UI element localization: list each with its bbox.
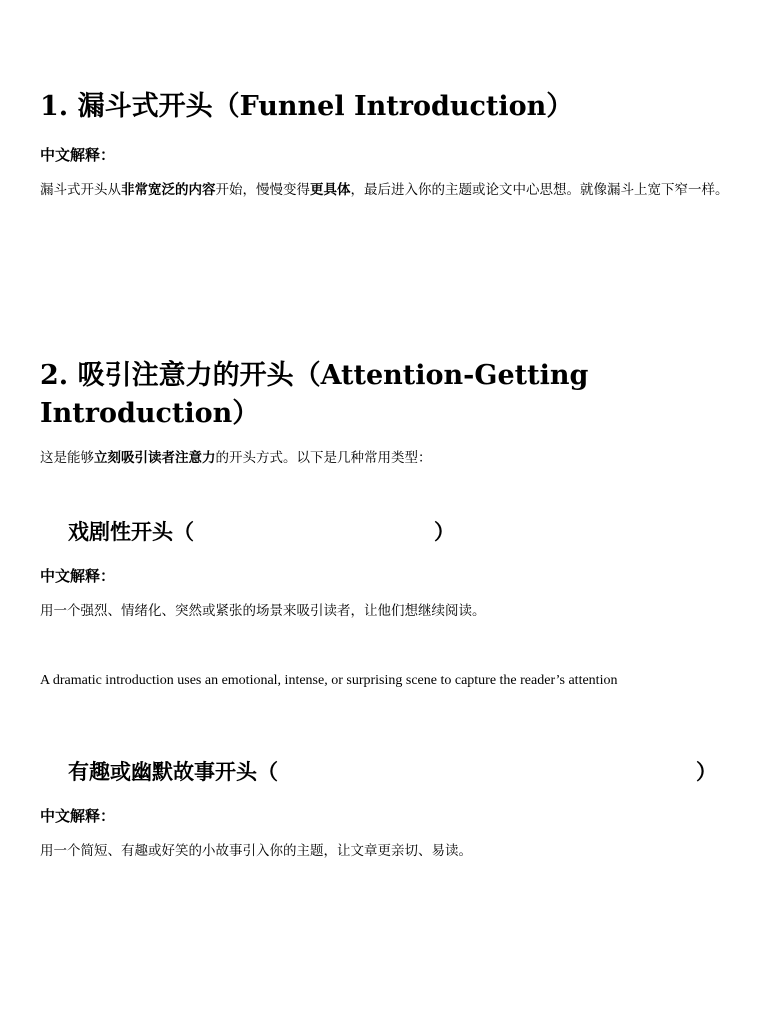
section1-label: 中文解释： — [40, 146, 116, 164]
section2-heading-line1: 2. 吸引注意力的开头（Attention-Getting — [40, 360, 589, 391]
humor-heading-open: 有趣或幽默故事开头（ — [68, 759, 278, 784]
humor-label: 中文解释： — [40, 807, 116, 825]
dramatic-heading-close: ） — [434, 519, 455, 544]
section2-heading — [40, 357, 730, 433]
section1-heading: 1. 漏斗式开头（Funnel Introduction） — [40, 91, 574, 122]
section1-text-b: 非常宽泛的内容 — [121, 182, 216, 198]
section1-paragraph — [40, 180, 730, 201]
section2-intro-a: 这是能够 — [40, 450, 94, 466]
humor-heading-close: ） — [696, 759, 717, 784]
section1-text-a: 漏斗式开头从 — [40, 182, 121, 198]
section1-text-c: 开始，慢慢变得 — [215, 182, 310, 198]
dramatic-heading-open: 戏剧性开头（ — [68, 519, 194, 544]
dramatic-english: A dramatic introduction uses an emotional, intense, or surprising scene to capture the reader’s attention — [40, 673, 618, 688]
section2-intro-b: 立刻吸引读者注意力 — [94, 450, 216, 466]
section1-text-f: 就像漏斗上宽下窄一样。 — [580, 182, 729, 198]
humor-description: 用一个简短、有趣或好笑的小故事引入你的主题，让文章更亲切、易读。 — [40, 843, 472, 859]
section2-intro-c: 的开头方式。以下是几种常用类型： — [215, 450, 432, 466]
section2-heading-line2: Introduction） — [40, 398, 260, 429]
section1-text-e: ，最后进入你的主题或论文中心思想。 — [350, 182, 580, 198]
dramatic-label: 中文解释： — [40, 567, 116, 585]
dramatic-description: 用一个强烈、情绪化、突然或紧张的场景来吸引读者，让他们想继续阅读。 — [40, 603, 486, 619]
section2-intro — [40, 448, 730, 469]
section1-text-d: 更具体 — [310, 182, 351, 198]
